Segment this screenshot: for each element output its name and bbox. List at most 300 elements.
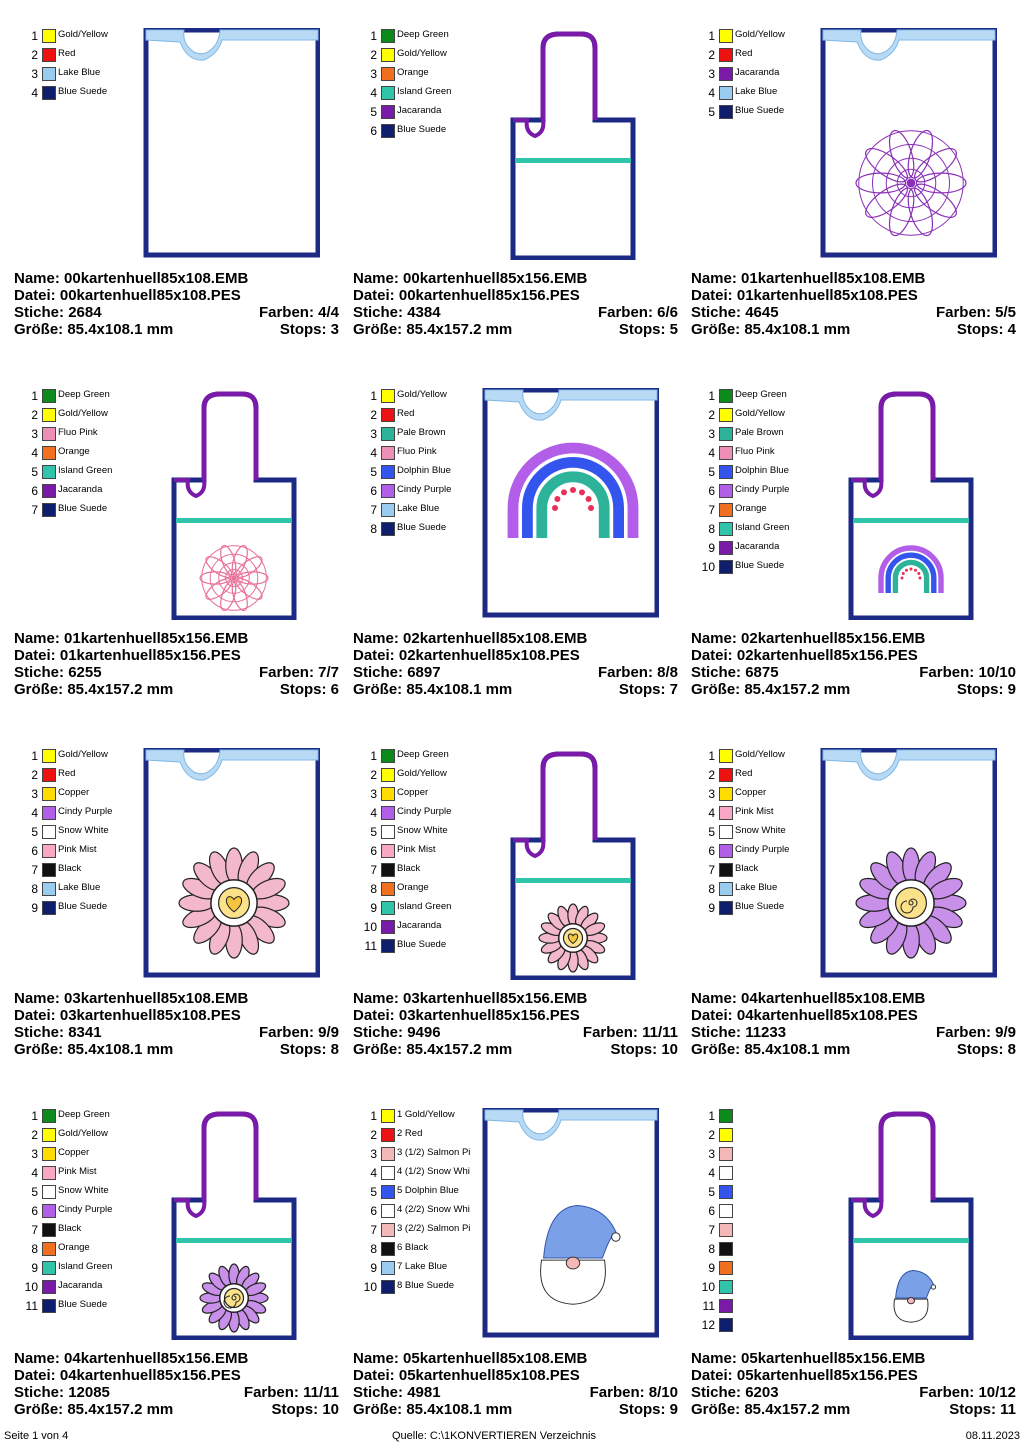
legend-row <box>16 824 136 843</box>
legend-row <box>16 1203 136 1222</box>
legend-row <box>355 1222 475 1241</box>
legend-row <box>355 47 475 66</box>
color-swatch <box>42 1128 56 1142</box>
legend-label: Red <box>58 48 76 59</box>
field-value: 85.4x108.1 mm <box>67 321 174 338</box>
legend-label: Gold/Yellow <box>397 389 447 400</box>
legend-label: Orange <box>397 67 429 78</box>
color-legend <box>355 1108 475 1298</box>
legend-row <box>693 47 813 66</box>
field-value: 85.4x157.2 mm <box>67 681 174 698</box>
field-value: 5 <box>669 321 678 338</box>
legend-label: Gold/Yellow <box>58 749 108 760</box>
field-label: Größe: <box>14 1041 64 1058</box>
field-value: 4645 <box>745 304 779 321</box>
color-legend <box>355 748 475 957</box>
legend-label: Snow White <box>397 825 448 836</box>
color-swatch <box>381 787 395 801</box>
legend-label: Red <box>735 768 753 779</box>
legend-number: 4 <box>31 806 38 820</box>
legend-row <box>693 521 813 540</box>
legend-row <box>16 767 136 786</box>
footer-page: Seite 1 von 4 <box>4 1430 69 1442</box>
field-value: 05kartenhuell85x156.PES <box>736 1367 918 1384</box>
design-info <box>353 990 678 1058</box>
file-line <box>691 1367 1016 1384</box>
field-label: Datei: <box>691 1007 733 1024</box>
color-swatch <box>42 408 56 422</box>
field-label: Größe: <box>14 681 64 698</box>
legend-label: Gold/Yellow <box>58 408 108 419</box>
color-swatch <box>381 768 395 782</box>
color-swatch <box>42 1299 56 1313</box>
design-info <box>353 270 678 338</box>
field-label: Stops: <box>949 1401 996 1418</box>
legend-label: Black <box>58 1223 82 1234</box>
legend-number: 11 <box>702 1299 715 1313</box>
field-label: Stops: <box>618 1401 666 1418</box>
field-value: 00kartenhuell85x108.EMB <box>64 270 249 287</box>
field-label: Datei: <box>353 647 395 664</box>
field-label: Farben: <box>597 304 653 321</box>
legend-row <box>16 1146 136 1165</box>
field-right <box>280 681 339 698</box>
legend-row <box>355 824 475 843</box>
legend-number: 1 <box>31 749 38 763</box>
field-label: Name: <box>353 1350 399 1367</box>
stitches-line <box>353 1024 678 1041</box>
design-image <box>463 1108 659 1340</box>
field-value: 00kartenhuell85x156.EMB <box>403 270 588 287</box>
legend-row <box>355 1108 475 1127</box>
legend-number: 12 <box>701 1318 715 1332</box>
legend-number: 2 <box>708 408 715 422</box>
color-legend <box>16 388 136 521</box>
design-card <box>691 360 1024 720</box>
stitches-line <box>353 304 678 321</box>
legend-row <box>355 123 475 142</box>
color-swatch <box>719 901 733 915</box>
color-swatch <box>381 503 395 517</box>
name-line <box>691 990 1016 1007</box>
rainbow-heart <box>579 489 585 495</box>
size-line <box>691 1041 1016 1058</box>
legend-number: 5 <box>708 825 715 839</box>
legend-row <box>693 1108 813 1127</box>
legend-label: Dolphin Blue <box>735 465 789 476</box>
legend-number: 10 <box>701 560 715 574</box>
legend-label: Deep Green <box>58 389 110 400</box>
field-label: Datei: <box>14 287 56 304</box>
field-label: Stiche: <box>14 664 65 681</box>
stitches-line <box>14 304 339 321</box>
legend-number: 2 <box>708 1128 715 1142</box>
field-label: Farben: <box>589 1384 645 1401</box>
field-label: Farben: <box>258 1024 314 1041</box>
field-value: 10/10 <box>978 664 1016 681</box>
design-preview-2 <box>801 28 997 260</box>
size-line <box>14 1041 339 1058</box>
legend-number: 11 <box>25 1299 38 1313</box>
field-value: 85.4x157.2 mm <box>406 1041 513 1058</box>
color-swatch <box>42 1223 56 1237</box>
legend-number: 6 <box>31 484 38 498</box>
legend-label: Deep Green <box>58 1109 110 1120</box>
field-value: 6 <box>330 681 339 698</box>
field-label: Farben: <box>919 664 975 681</box>
legend-row <box>355 919 475 938</box>
design-preview-7 <box>463 748 659 980</box>
legend-row <box>693 1222 813 1241</box>
field-label: Name: <box>14 1350 60 1367</box>
color-swatch <box>381 844 395 858</box>
legend-label: Jacaranda <box>735 541 780 552</box>
legend-label: 5 Dolphin Blue <box>397 1185 459 1196</box>
legend-number: 9 <box>370 901 377 915</box>
legend-number: 7 <box>708 503 715 517</box>
design-card <box>353 0 691 360</box>
legend-label: Fluo Pink <box>58 427 98 438</box>
legend-number: 4 <box>708 86 715 100</box>
field-value: 01kartenhuell85x108.EMB <box>741 270 926 287</box>
legend-number: 6 <box>708 484 715 498</box>
color-swatch <box>42 1109 56 1123</box>
field-label: Stops: <box>956 681 1004 698</box>
legend-label: 4 (1/2) Snow Whi <box>397 1166 470 1177</box>
field-value: 9 <box>1007 681 1016 698</box>
legend-label: 3 (1/2) Salmon Pi <box>397 1147 471 1158</box>
field-value: 4981 <box>407 1384 441 1401</box>
legend-number: 7 <box>31 863 38 877</box>
color-swatch <box>42 787 56 801</box>
field-value: 02kartenhuell85x156.PES <box>736 647 918 664</box>
field-value: 6875 <box>745 664 779 681</box>
design-preview-5 <box>801 388 997 620</box>
legend-row <box>693 1241 813 1260</box>
color-swatch <box>719 787 733 801</box>
size-line <box>14 1401 339 1418</box>
field-label: Stiche: <box>14 1024 65 1041</box>
field-label: Stops: <box>279 321 327 338</box>
legend-label: Lake Blue <box>397 503 440 514</box>
legend-label: Cindy Purple <box>735 844 790 855</box>
legend-number: 1 <box>31 389 38 403</box>
rainbow-heart <box>901 577 904 580</box>
design-preview-6 <box>124 748 320 980</box>
field-value: 85.4x108.1 mm <box>744 321 851 338</box>
design-preview-4 <box>463 388 659 620</box>
field-value: 04kartenhuell85x108.EMB <box>741 990 926 1007</box>
color-swatch <box>42 48 56 62</box>
field-value: 5/5 <box>995 304 1016 321</box>
legend-row <box>693 1317 813 1336</box>
legend-number: 3 <box>708 1147 715 1161</box>
legend-number: 3 <box>31 67 38 81</box>
legend-row <box>693 843 813 862</box>
name-line <box>14 270 339 287</box>
color-swatch <box>719 749 733 763</box>
field-label: Farben: <box>243 1384 299 1401</box>
legend-number: 9 <box>708 901 715 915</box>
legend-row <box>355 1203 475 1222</box>
field-value: 04kartenhuell85x108.PES <box>736 1007 918 1024</box>
legend-number: 5 <box>31 465 38 479</box>
field-value: 11 <box>1000 1401 1016 1418</box>
field-value: 10/12 <box>978 1384 1016 1401</box>
legend-number: 1 <box>370 1109 377 1123</box>
size-line <box>353 681 678 698</box>
field-value: 01kartenhuell85x108.PES <box>736 287 918 304</box>
field-right <box>949 1401 1016 1418</box>
color-swatch <box>381 1166 395 1180</box>
color-swatch <box>719 768 733 782</box>
legend-number: 3 <box>31 787 38 801</box>
color-swatch <box>381 465 395 479</box>
legend-label: Cindy Purple <box>58 1204 113 1215</box>
legend-label: 2 Red <box>397 1128 423 1139</box>
design-preview-0 <box>124 28 320 260</box>
file-line <box>14 1367 339 1384</box>
design-preview-8 <box>801 748 997 980</box>
legend-number: 3 <box>370 427 377 441</box>
color-swatch <box>381 408 395 422</box>
legend-row <box>355 1146 475 1165</box>
field-label: Name: <box>14 270 60 287</box>
legend-number: 5 <box>370 105 377 119</box>
legend-label: Island Green <box>397 901 452 912</box>
stitches-line <box>14 1024 339 1041</box>
color-legend <box>693 748 813 919</box>
design-info <box>691 1350 1016 1418</box>
color-legend <box>16 28 136 104</box>
legend-number: 5 <box>370 465 377 479</box>
legend-label: Jacaranda <box>735 67 780 78</box>
color-swatch <box>381 427 395 441</box>
color-legend <box>16 748 136 919</box>
legend-row <box>16 407 136 426</box>
rainbow-heart <box>554 496 560 502</box>
field-label: Größe: <box>691 1041 741 1058</box>
design-card <box>14 720 352 1080</box>
legend-number: 8 <box>708 882 715 896</box>
stitches-line <box>691 1024 1016 1041</box>
field-right <box>610 1041 678 1058</box>
field-label: Stiche: <box>691 1384 742 1401</box>
design-preview-3 <box>124 388 320 620</box>
tab-seam-line <box>853 518 969 523</box>
legend-row <box>16 1279 136 1298</box>
field-value: 6203 <box>745 1384 779 1401</box>
field-label: Datei: <box>14 1367 56 1384</box>
color-swatch <box>719 522 733 536</box>
field-value: 8341 <box>68 1024 102 1041</box>
field-label: Name: <box>353 990 399 1007</box>
name-line <box>353 1350 678 1367</box>
legend-row <box>16 445 136 464</box>
color-swatch <box>719 1318 733 1332</box>
design-info <box>14 1350 339 1418</box>
color-legend <box>693 1108 813 1336</box>
legend-row <box>16 483 136 502</box>
design-card <box>691 1080 1024 1440</box>
field-label: Stops: <box>610 1041 658 1058</box>
legend-number: 4 <box>370 446 377 460</box>
color-swatch <box>719 863 733 877</box>
legend-row <box>693 464 813 483</box>
size-line <box>353 321 678 338</box>
legend-label: Red <box>397 408 415 419</box>
color-swatch <box>42 446 56 460</box>
legend-label: Snow White <box>735 825 786 836</box>
field-label: Größe: <box>353 681 403 698</box>
color-swatch <box>42 749 56 763</box>
color-swatch <box>719 1204 733 1218</box>
legend-row <box>355 521 475 540</box>
size-line <box>691 1401 1016 1418</box>
field-label: Größe: <box>691 1401 741 1418</box>
legend-row <box>16 85 136 104</box>
stitches-line <box>14 1384 339 1401</box>
design-card <box>353 720 691 1080</box>
legend-number: 6 <box>31 1204 38 1218</box>
legend-row <box>16 66 136 85</box>
field-right <box>259 1024 339 1041</box>
legend-number: 2 <box>31 408 38 422</box>
legend-number: 7 <box>708 1223 715 1237</box>
color-swatch <box>381 825 395 839</box>
color-swatch <box>719 1185 733 1199</box>
legend-number: 8 <box>370 1242 377 1256</box>
legend-number: 2 <box>31 1128 38 1142</box>
legend-label: Island Green <box>735 522 790 533</box>
color-swatch <box>381 48 395 62</box>
field-label: Name: <box>691 1350 737 1367</box>
design-image <box>463 388 659 620</box>
field-label: Stops: <box>618 321 666 338</box>
field-right <box>598 664 678 681</box>
legend-label: Deep Green <box>397 29 449 40</box>
legend-label: Blue Suede <box>58 86 108 97</box>
legend-number: 5 <box>370 825 377 839</box>
color-swatch <box>719 882 733 896</box>
color-swatch <box>42 1204 56 1218</box>
field-value: 05kartenhuell85x108.PES <box>398 1367 580 1384</box>
size-line <box>691 681 1016 698</box>
color-legend <box>355 388 475 540</box>
field-label: Stops: <box>618 681 666 698</box>
legend-label: Pink Mist <box>397 844 436 855</box>
legend-label: Cindy Purple <box>397 806 452 817</box>
field-value: 8 <box>330 1041 339 1058</box>
design-card <box>691 0 1024 360</box>
legend-label: Gold/Yellow <box>735 749 785 760</box>
legend-number: 1 <box>370 29 377 43</box>
legend-number: 1 <box>370 749 377 763</box>
field-value: 3 <box>330 321 339 338</box>
legend-row <box>355 900 475 919</box>
field-value: 4384 <box>407 304 441 321</box>
name-line <box>691 630 1016 647</box>
legend-row <box>693 1184 813 1203</box>
color-swatch <box>719 67 733 81</box>
legend-label: Orange <box>735 503 767 514</box>
legend-row <box>16 1108 136 1127</box>
color-swatch <box>42 863 56 877</box>
file-line <box>691 647 1016 664</box>
legend-label: 7 Lake Blue <box>397 1261 448 1272</box>
color-swatch <box>719 484 733 498</box>
field-label: Stiche: <box>353 304 404 321</box>
field-label: Stiche: <box>691 1024 742 1041</box>
legend-label: Gold/Yellow <box>58 29 108 40</box>
field-value: 85.4x108.1 mm <box>406 1401 513 1418</box>
field-value: 9496 <box>407 1024 441 1041</box>
legend-number: 8 <box>31 1242 38 1256</box>
field-label: Farben: <box>597 664 653 681</box>
color-legend <box>16 1108 136 1317</box>
legend-label: Red <box>58 768 76 779</box>
field-value: 11/11 <box>642 1024 678 1041</box>
field-label: Name: <box>691 630 737 647</box>
legend-label: Jacaranda <box>58 1280 103 1291</box>
color-legend <box>693 28 813 123</box>
field-label: Farben: <box>582 1024 638 1041</box>
color-swatch <box>719 408 733 422</box>
field-label: Name: <box>14 990 60 1007</box>
file-line <box>14 1007 339 1024</box>
field-label: Stops: <box>279 681 327 698</box>
field-value: 8/8 <box>657 664 678 681</box>
legend-label: Deep Green <box>397 749 449 760</box>
color-swatch <box>719 1166 733 1180</box>
legend-row <box>693 559 813 578</box>
field-label: Größe: <box>14 1401 64 1418</box>
legend-row <box>355 767 475 786</box>
legend-label: Island Green <box>58 1261 113 1272</box>
legend-number: 7 <box>708 863 715 877</box>
color-swatch <box>42 844 56 858</box>
legend-row <box>693 85 813 104</box>
legend-number: 6 <box>708 844 715 858</box>
legend-row <box>693 1127 813 1146</box>
field-value: 9/9 <box>995 1024 1016 1041</box>
legend-row <box>16 426 136 445</box>
legend-row <box>355 483 475 502</box>
legend-row <box>693 881 813 900</box>
legend-row <box>355 1165 475 1184</box>
color-swatch <box>381 1280 395 1294</box>
field-value: 04kartenhuell85x156.PES <box>59 1367 241 1384</box>
legend-label: Blue Suede <box>735 105 785 116</box>
legend-row <box>693 104 813 123</box>
legend-label: 3 (2/2) Salmon Pi <box>397 1223 471 1234</box>
field-right <box>598 304 678 321</box>
color-swatch <box>381 863 395 877</box>
legend-label: Snow White <box>58 825 109 836</box>
legend-label: Blue Suede <box>735 901 785 912</box>
color-swatch <box>719 86 733 100</box>
field-value: 11233 <box>745 1024 787 1041</box>
color-swatch <box>381 446 395 460</box>
field-value: 02kartenhuell85x156.EMB <box>741 630 926 647</box>
field-label: Datei: <box>691 1367 733 1384</box>
color-legend <box>693 388 813 578</box>
legend-row <box>693 426 813 445</box>
legend-row <box>355 388 475 407</box>
design-preview-11 <box>801 1108 997 1340</box>
legend-label: Jacaranda <box>58 484 103 495</box>
design-image <box>463 28 659 260</box>
